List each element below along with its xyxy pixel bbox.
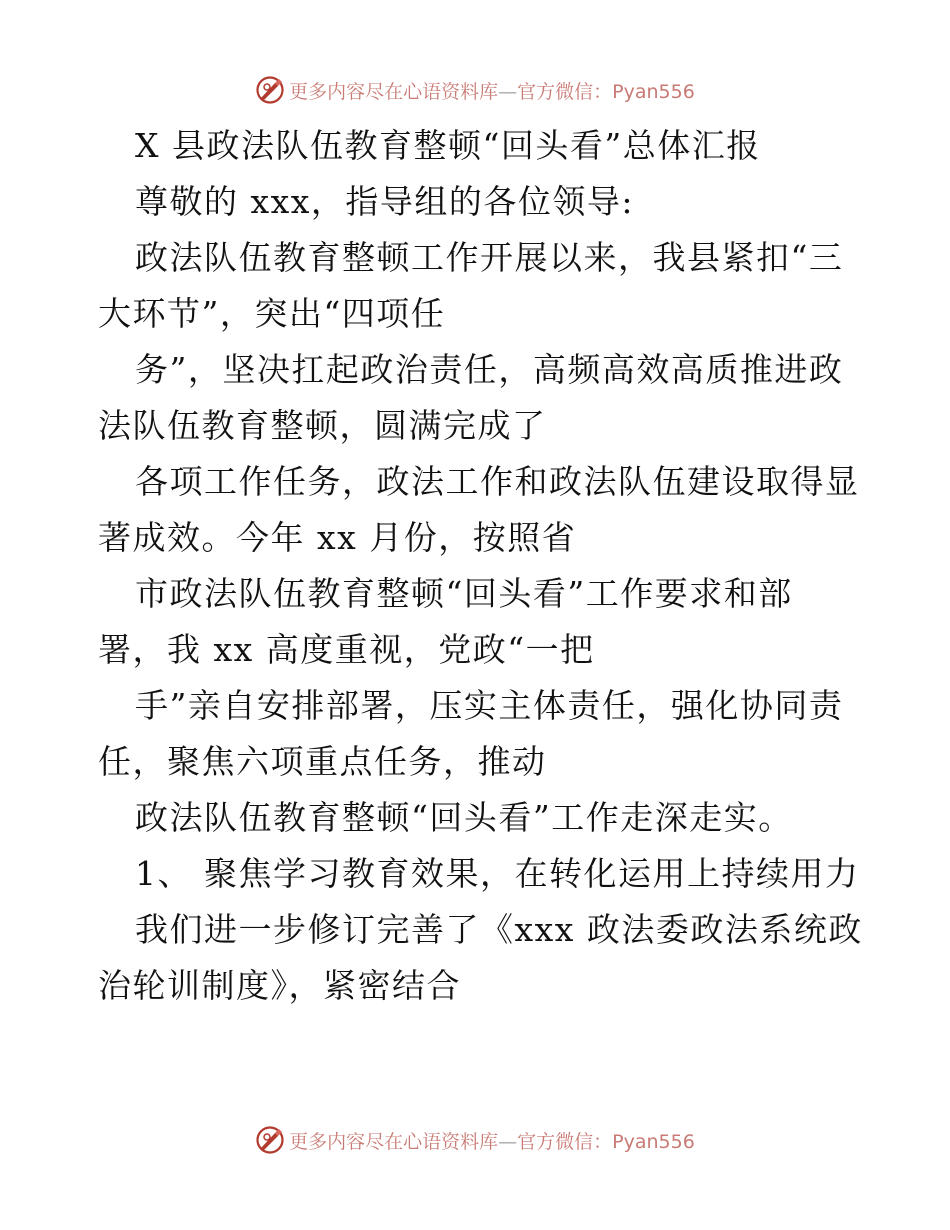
header-banner <box>0 72 950 108</box>
paragraph-line: 各项工作任务，政法工作和政法队伍建设取得显 <box>135 462 860 501</box>
header-banner-inner <box>255 75 695 105</box>
footer-banner <box>0 1122 950 1158</box>
paragraph-line: 我们进一步修订完善了《xxx 政法委政法系统政 <box>135 910 863 949</box>
paragraph-line: 署，我 xx 高度重视，党政“一把 <box>98 630 595 669</box>
paragraph-line: 手”亲自安排部署，压实主体责任，强化协同责 <box>135 686 844 725</box>
salutation-line: 尊敬的 xxx，指导组的各位领导: <box>135 182 634 221</box>
document-body <box>98 118 863 1014</box>
paragraph-line: 政法队伍教育整顿“回头看”工作走深走实。 <box>135 798 793 837</box>
paragraph-line: 务”，坚决扛起政治责任，高频高效高质推进政 <box>135 350 844 389</box>
paragraph-line: 大环节”，突出“四项任 <box>98 294 446 333</box>
header-banner-text <box>289 77 695 104</box>
pen-circle-logo-icon <box>255 75 285 105</box>
footer-banner-text <box>289 1127 695 1154</box>
section-heading: 1、 聚焦学习教育效果，在转化运用上持续用力 <box>135 854 860 893</box>
paragraph-line: 治轮训制度》，紧密结合 <box>98 966 461 1005</box>
footer-banner-inner <box>255 1125 695 1155</box>
footer-banner-separator: — <box>498 1130 518 1153</box>
footer-banner-contact: 官方微信：Pyan556 <box>517 1130 695 1153</box>
paragraph-line: 法队伍教育整顿，圆满完成了 <box>98 406 547 445</box>
header-banner-slogan: 更多内容尽在心语资料库 <box>289 80 499 103</box>
header-banner-contact: 官方微信：Pyan556 <box>517 80 695 103</box>
header-banner-separator: — <box>498 80 518 103</box>
paragraph-line: 著成效。今年 xx 月份，按照省 <box>98 518 577 557</box>
paragraph-line: 政法队伍教育整顿工作开展以来，我县紧扣“三 <box>135 238 844 277</box>
pen-circle-logo-icon <box>255 1125 285 1155</box>
paragraph-line: 市政法队伍教育整顿“回头看”工作要求和部 <box>135 574 793 613</box>
footer-banner-slogan: 更多内容尽在心语资料库 <box>289 1130 499 1153</box>
document-title: X 县政法队伍教育整顿“回头看”总体汇报 <box>135 126 761 165</box>
paragraph-line: 任，聚焦六项重点任务，推动 <box>98 742 547 781</box>
